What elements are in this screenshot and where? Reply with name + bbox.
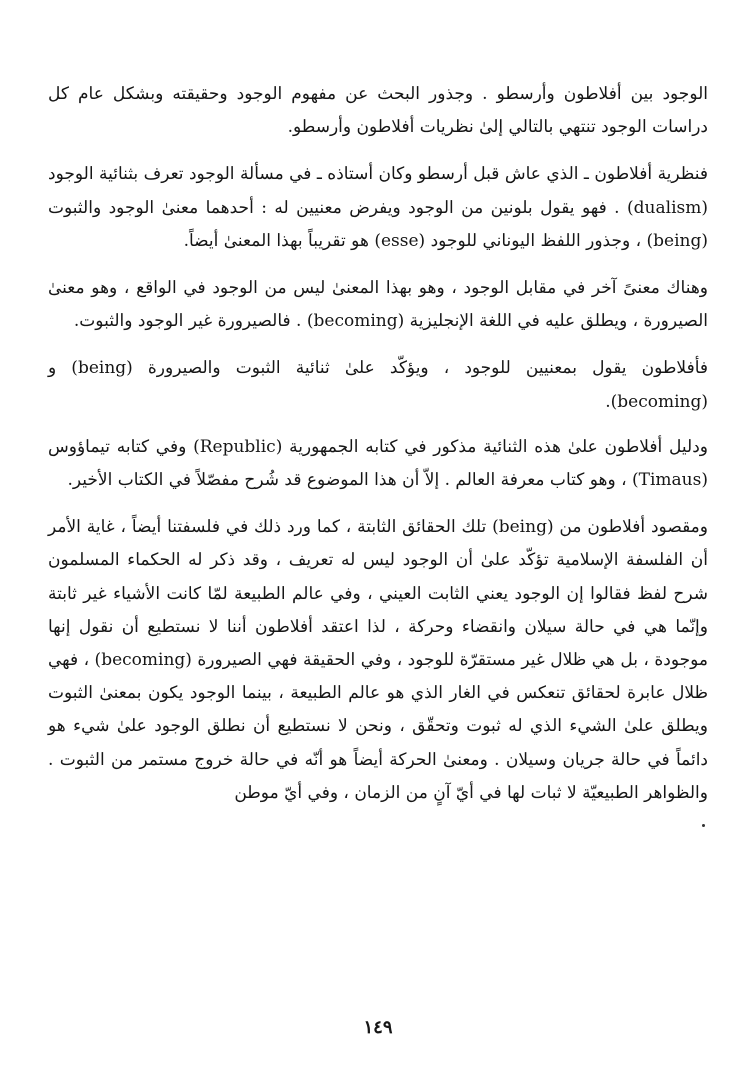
paragraph-4: فأفلاطون يقول بمعنيين للوجود ، ويؤكّد علىٰ ثنائية الثبوت والصيرورة (being) و (becoming). bbox=[48, 358, 709, 412]
margin-mark bbox=[702, 824, 705, 827]
paragraph-6: ومقصود أفلاطون من (being) تلك الحقائق الثابتة ، كما ورد ذلك في فلسفتنا أيضاً ، غاية الأمر أن الفلسفة الإسلامية تؤكّد علىٰ أن الوجود ليس له تعريف ، وقد ذكر له الحكماء المسلمون شرح لفظ فقالوا إن الوجود يعني الثابت العيني ، وفي عالم الطبيعة لمّا كانت الأشياء غير ثابتة وإنّما هي في حالة سيلان وانقضاء وحركة ، لذا اعتقد أفلاطون أننا لا نستطيع أن نقول إنها موجودة ، بل هي ظلال غير مستقرّة للوجود ، وفي الحقيقة فهي الصيرورة (becoming) ، فهي ظلال عابرة لحقائق تنعكس في الغار الذي هو عالم الطبيعة ، بينما الوجود يكون بمعنىٰ الثبوت ويطلق علىٰ الشيء الذي له ثبوت وتحقّق ، ونحن لا نستطيع أن نطلق الوجود علىٰ شيء هو دائماً في حالة جريان وسيلان . ومعنىٰ الحركة أيضاً هو أنّه في حالة خروج مستمر من الثبوت . والظواهر الطبيعيّة لا ثبات لها في أيّ آنٍ من الزمان ، وفي أيّ موطن bbox=[48, 517, 709, 803]
paragraph-1: الوجود بين أفلاطون وأرسطو . وجذور البحث عن مفهوم الوجود وحقيقته وبشكل عام كل دراسات الوجود تنتهي بالتالي إلىٰ نظريات أفلاطون وأرسطو. bbox=[48, 84, 708, 138]
paragraph-2: فنظرية أفلاطون ـ الذي عاش قبل أرسطو وكان أستاذه ـ في مسألة الوجود تعرف بثنائية الوجود (dualism) . فهو يقول بلونين من الوجود ويفرض معنيين له : أحدهما معنىٰ الوجود والثبوت (being) ، وجذور اللفظ اليوناني للوجود (esse) هو تقريباً بهذا المعنىٰ أيضاً. bbox=[48, 164, 708, 251]
paragraph-5: ودليل أفلاطون علىٰ هذه الثنائية مذكور في كتابه الجمهورية (Republic) وفي كتابه تيماؤوس (Timaus) ، وهو كتاب معرفة العالم . إلاّ أن هذا الموضوع قد شُرح مفصّلاً في الكتاب الأخير. bbox=[48, 436, 708, 491]
page-body bbox=[48, 78, 708, 824]
paragraph-3: وهناك معنىً آخر في مقابل الوجود ، وهو بهذا المعنىٰ ليس من الوجود في الواقع ، وهو معنىٰ الصيرورة ، ويطلق عليه في اللغة الإنجليزية (becoming) . فالصيرورة غير الوجود والثبوت. bbox=[48, 278, 708, 332]
page-number: ١٤٩ bbox=[363, 1017, 393, 1038]
